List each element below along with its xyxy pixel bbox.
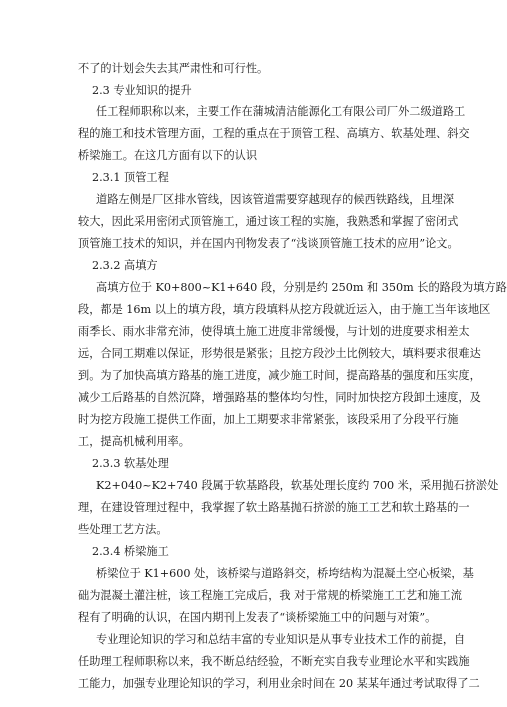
text-line: 理，在建设管理过程中，我掌握了软土路基抛石挤淤的施工工艺和软土路基的一 — [78, 501, 470, 514]
text-line: 时为挖方段施工提供工作面，加上工期要求非常紧张，该段采用了分段平行施 — [78, 413, 459, 426]
text-line: 任助理工程师职称以来，我不断总结经验，不断充实自我专业理论水平和实践施 — [78, 655, 470, 668]
text-line: 础为混凝土灌注桩，该工程施工完成后，我 对于常规的桥梁施工工艺和施工流 — [78, 589, 462, 602]
subsection-heading: 2.3.3 软基处理 — [92, 457, 169, 470]
text-line: 专业理论知识的学习和总结丰富的专业知识是从事专业技术工作的前提，自 — [96, 633, 466, 646]
text-line: 程的施工和技术管理方面，工程的重点在于顶管工程、高填方、软基处理、斜交 — [78, 127, 470, 140]
text-line: 程有了明确的认识，在国内期刊上发表了“谈桥梁施工中的问题与对策”。 — [78, 611, 437, 624]
subsection-heading: 2.3.2 高填方 — [92, 259, 158, 272]
section-heading: 2.3 专业知识的提升 — [92, 84, 192, 97]
subsection-heading: 2.3.4 桥梁施工 — [92, 545, 169, 558]
text-line: 段，都是 16m 以上的填方段，填方段填料从挖方段就近运入，由于施工当年该地区 — [78, 303, 491, 316]
text-line: 远，合同工期难以保证，形势很是紧张；且挖方段沙土比例较大，填料要求很难达 — [78, 347, 481, 360]
text-line: 较大，因此采用密闭式顶管施工，通过该工程的实施，我熟悉和掌握了密闭式 — [78, 215, 459, 228]
text-line: 任工程师职称以来，主要工作在蒲城清洁能源化工有限公司厂外二级道路工 — [96, 105, 466, 118]
subsection-heading: 2.3.1 顶管工程 — [92, 171, 169, 184]
text-line: 桥梁位于 K1+600 处，该桥梁与道路斜交，桥垮结构为混凝土空心板梁，基 — [96, 567, 474, 580]
text-line: 桥梁施工。在这几方面有以下的认识 — [78, 149, 258, 162]
text-line: 到。为了加快高填方路基的施工进度，减少施工时间，提高路基的强度和压实度， — [78, 369, 481, 382]
text-line: 不了的计划会失去其严肃性和可行性。 — [78, 62, 269, 75]
text-line: 减少工后路基的自然沉降，增强路基的整体均匀性，同时加快挖方段卸土速度，及 — [78, 391, 481, 404]
text-line: 高填方位于 K0+800~K1+640 段，分别是约 250m 和 350m 长的路段为填方路 — [96, 281, 507, 294]
text-line: 工能力，加强专业理论知识的学习，利用业余时间在 20 某某年通过考试取得了二 — [78, 677, 480, 690]
text-line: 雨季长、雨水非常充沛，使得填土施工进度非常缓慢，与计划的进度要求相差太 — [78, 325, 470, 338]
text-line: 道路左侧是厂区排水管线，因该管道需要穿越现存的候西铁路线，且埋深 — [96, 193, 455, 206]
text-line: 些处理工艺方法。 — [78, 523, 168, 536]
text-line: 工，提高机械利用率。 — [78, 435, 190, 448]
text-line: K2+040~K2+740 段属于软基路段，软基处理长度约 700 米，采用抛石挤淤处 — [96, 479, 499, 492]
text-line: 顶管施工技术的知识，并在国内刊物发表了“浅谈顶管施工技术的应用”论文。 — [78, 237, 459, 250]
